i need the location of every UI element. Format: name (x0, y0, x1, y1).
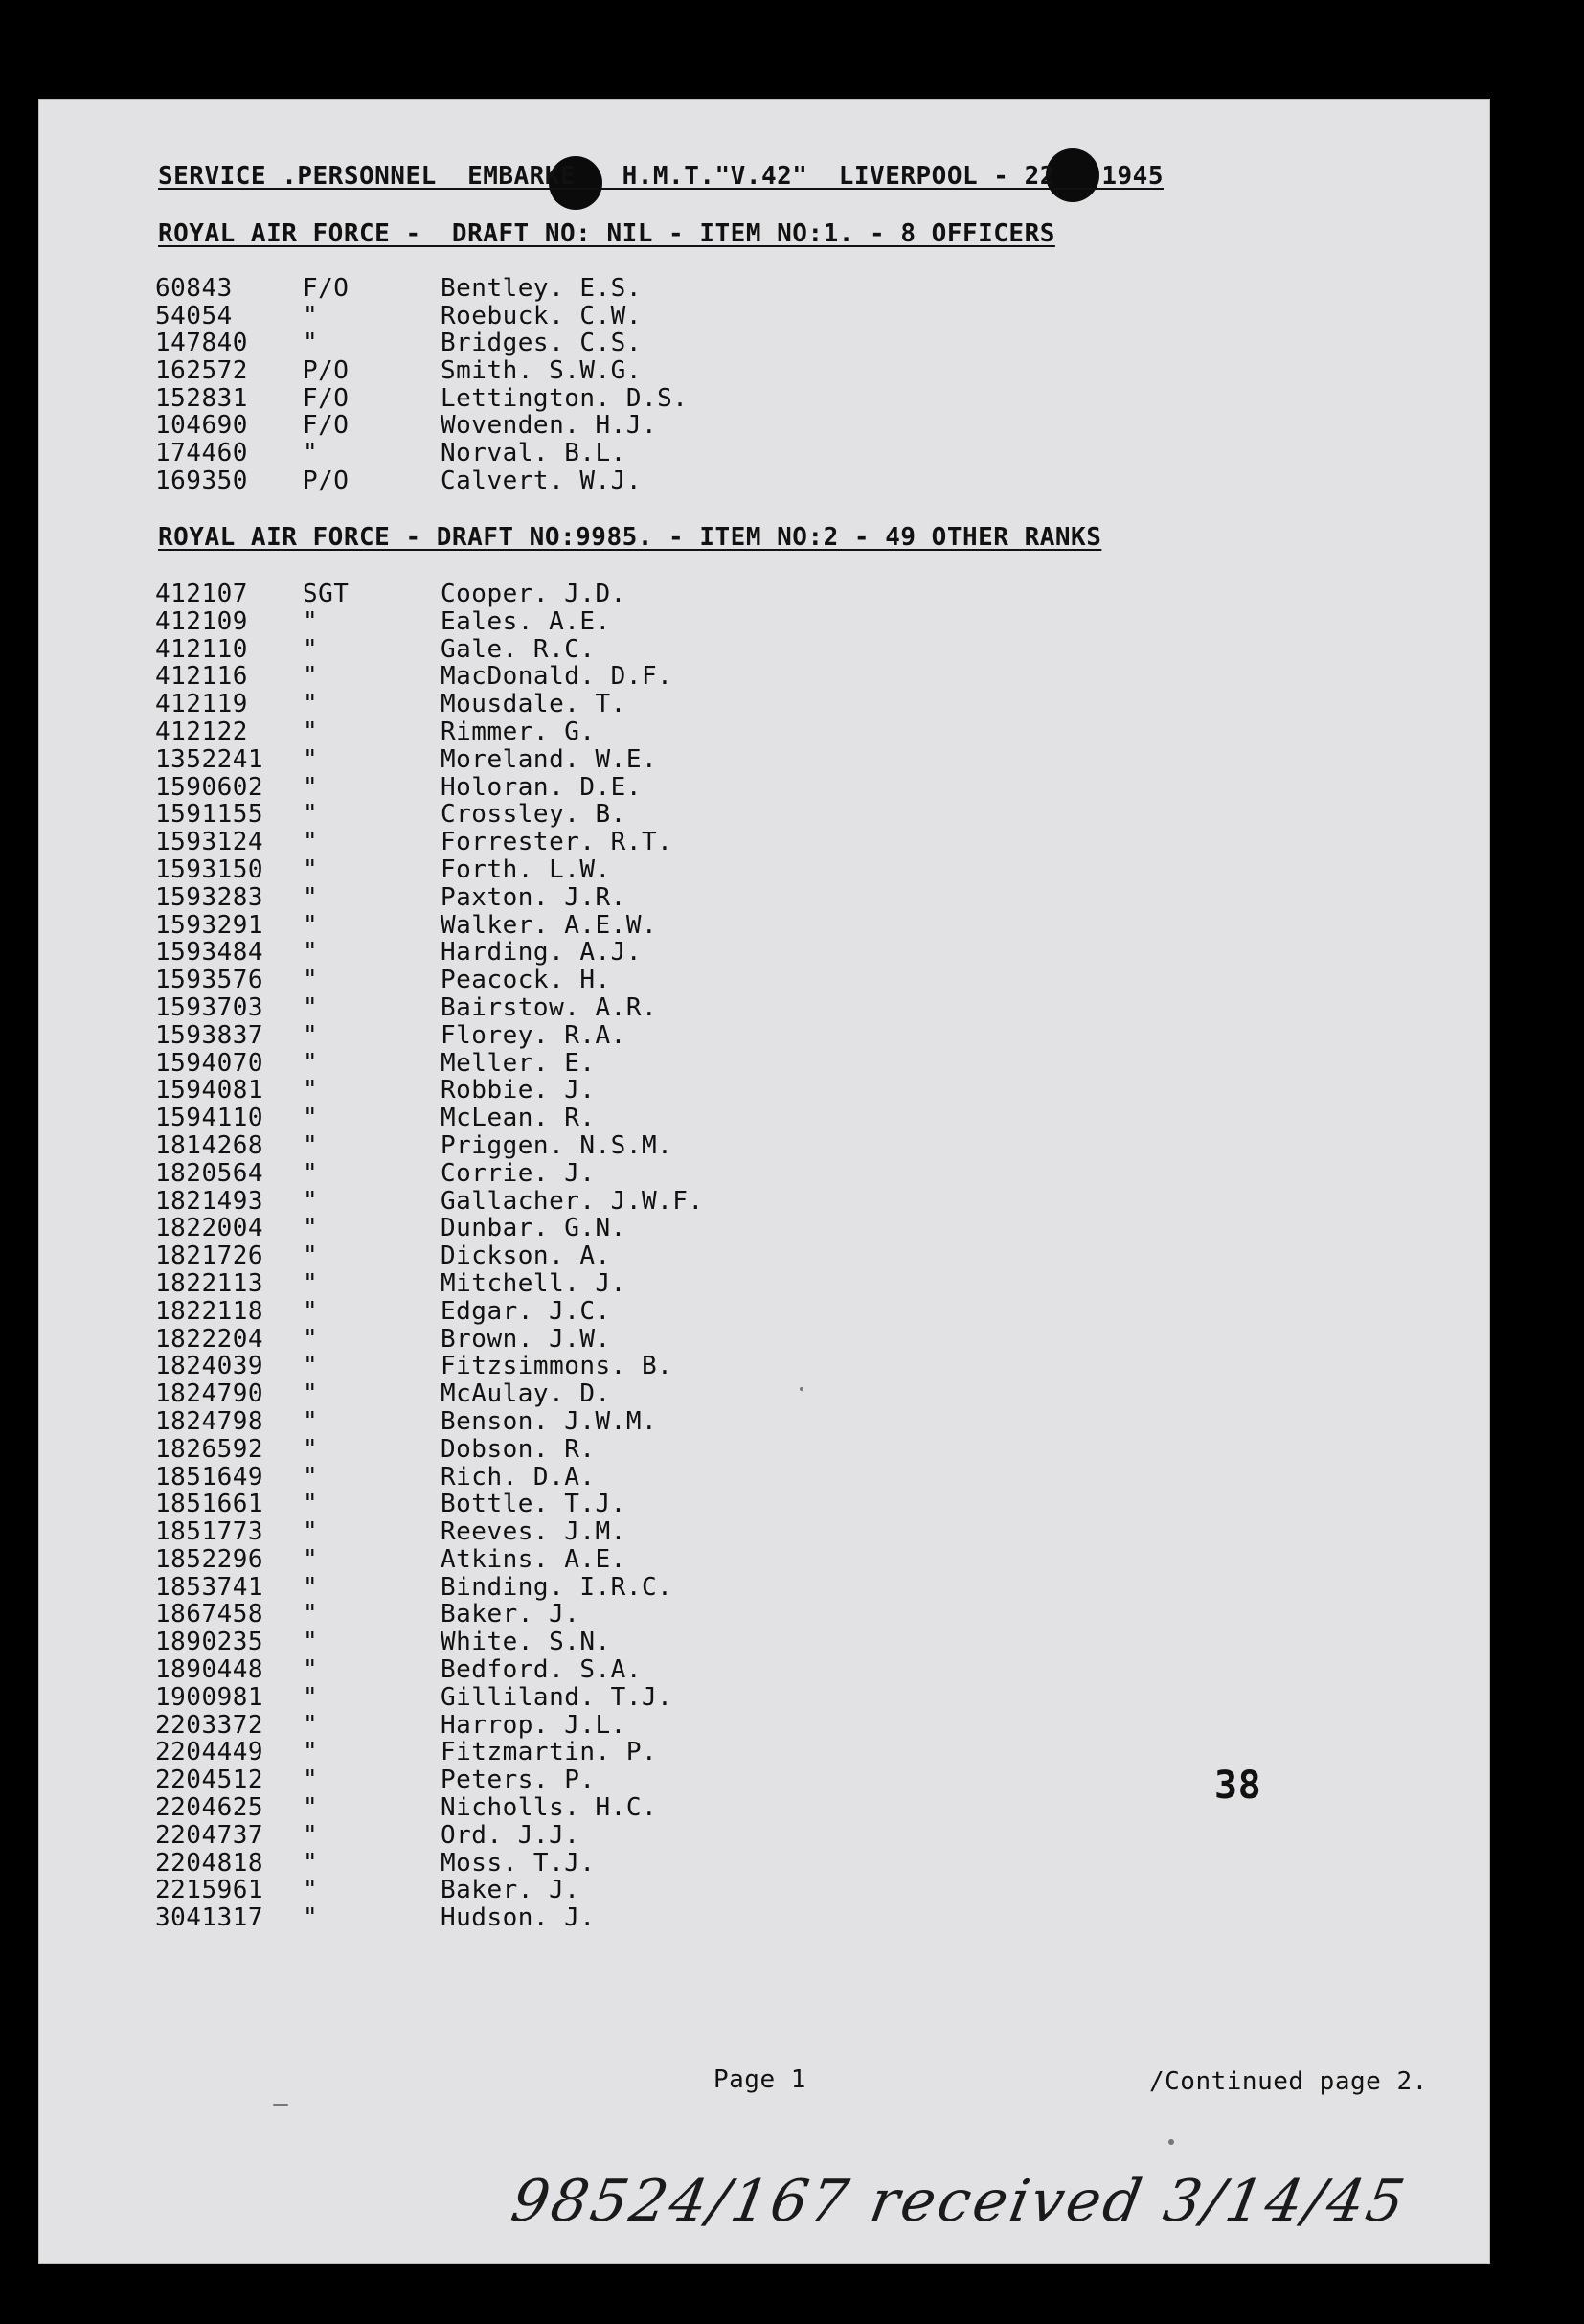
personnel-name: Forrester. R.T. (441, 828, 673, 857)
personnel-name: Binding. I.R.C. (441, 1572, 673, 1602)
personnel-name: Eales. A.E. (441, 606, 611, 636)
service-number: 2203372 (155, 1710, 264, 1740)
personnel-name: Bedford. S.A. (441, 1655, 642, 1685)
personnel-row (38, 966, 1490, 993)
rank: " (303, 1020, 319, 1050)
service-number: 54054 (155, 301, 233, 330)
personnel-name: Calvert. W.J. (441, 466, 642, 495)
personnel-row (38, 1517, 1490, 1545)
rank: " (303, 301, 319, 330)
personnel-row (38, 1628, 1490, 1655)
page-mark-number: 38 (1214, 1764, 1262, 1808)
service-number: 1853741 (155, 1572, 264, 1602)
personnel-name: Cooper. J.D. (441, 580, 626, 608)
rank: " (303, 1324, 319, 1354)
personnel-row (38, 635, 1490, 663)
rank: " (303, 1848, 319, 1878)
personnel-name: Holoran. D.E. (441, 772, 642, 802)
personnel-row (38, 274, 1490, 302)
personnel-name: Fitzsimmons. B. (441, 1352, 673, 1381)
personnel-name: Peacock. H. (441, 966, 611, 995)
rank: " (303, 439, 319, 468)
service-number: 1824798 (155, 1406, 264, 1436)
personnel-name: Edgar. J.C. (441, 1296, 611, 1326)
personnel-row (38, 993, 1490, 1021)
rank: " (303, 1655, 319, 1685)
personnel-row (38, 607, 1490, 635)
service-number: 2204818 (155, 1848, 264, 1878)
personnel-name: Benson. J.W.M. (441, 1406, 658, 1436)
personnel-name: Harrop. J.L. (441, 1710, 626, 1740)
rank: " (303, 882, 319, 912)
service-number: 1593703 (155, 992, 264, 1022)
rank: " (303, 744, 319, 774)
service-number: 1594081 (155, 1076, 264, 1105)
rank: " (303, 1628, 319, 1657)
personnel-row (38, 1214, 1490, 1242)
service-number: 1867458 (155, 1600, 264, 1629)
rank: " (303, 1104, 319, 1133)
rank: " (303, 966, 319, 995)
personnel-row (38, 883, 1490, 911)
service-number: 412116 (155, 662, 248, 692)
rank: " (303, 1296, 319, 1326)
rank: " (303, 828, 319, 857)
personnel-row (38, 718, 1490, 745)
rank: " (303, 1434, 319, 1464)
personnel-row (38, 911, 1490, 939)
personnel-row (38, 1793, 1490, 1821)
service-number: 1593283 (155, 882, 264, 912)
personnel-name: Corrie. J. (441, 1158, 596, 1188)
rank: " (303, 1268, 319, 1298)
personnel-row (38, 690, 1490, 718)
personnel-name: Norval. B.L. (441, 439, 626, 468)
service-number: 1593576 (155, 966, 264, 995)
personnel-name: Walker. A.E.W. (441, 910, 658, 940)
service-number: 1593291 (155, 910, 264, 940)
service-number: 2204512 (155, 1766, 264, 1795)
footer-page-number: Page 1 (713, 2065, 806, 2094)
service-number: 174460 (155, 439, 248, 468)
personnel-name: Moss. T.J. (441, 1848, 596, 1878)
rank: " (303, 1352, 319, 1381)
personnel-name: Smith. S.W.G. (441, 356, 642, 386)
rank: F/O (303, 411, 350, 441)
personnel-name: McAulay. D. (441, 1379, 611, 1409)
personnel-name: Crossley. B. (441, 800, 626, 830)
personnel-name: Brown. J.W. (441, 1324, 611, 1354)
ink-speck (273, 2104, 288, 2106)
rank: " (303, 1600, 319, 1629)
rank: " (303, 634, 319, 664)
personnel-name: Nicholls. H.C. (441, 1793, 658, 1823)
personnel-name: Fitzmartin. P. (441, 1738, 658, 1767)
officers-heading: ROYAL AIR FORCE - DRAFT NO: NIL - ITEM NO:1. - 8 OFFICERS (158, 219, 1055, 248)
personnel-name: Hudson. J. (441, 1903, 596, 1933)
other-ranks-list (38, 580, 1490, 1931)
rank: " (303, 772, 319, 802)
rank: " (303, 1738, 319, 1767)
document-title: SERVICE .PERSONNEL EMBARKE H.M.T."V.42" LIVERPOOL - 22 1945 (158, 162, 1164, 191)
personnel-row (38, 1242, 1490, 1269)
personnel-name: Baker. J. (441, 1600, 580, 1629)
service-number: 2215961 (155, 1876, 264, 1905)
personnel-row (38, 329, 1490, 356)
personnel-row (38, 745, 1490, 773)
service-number: 147840 (155, 329, 248, 358)
rank: " (303, 1242, 319, 1271)
service-number: 1821493 (155, 1186, 264, 1216)
service-number: 412107 (155, 580, 248, 608)
personnel-row (38, 1021, 1490, 1049)
rank: " (303, 800, 319, 830)
rank: " (303, 717, 319, 746)
personnel-name: Meller. E. (441, 1048, 596, 1078)
rank: " (303, 1793, 319, 1823)
other-ranks-heading: ROYAL AIR FORCE - DRAFT NO:9985. - ITEM NO:2 - 49 OTHER RANKS (158, 523, 1102, 552)
service-number: 412110 (155, 634, 248, 664)
personnel-row (38, 1849, 1490, 1877)
personnel-name: Priggen. N.S.M. (441, 1130, 673, 1160)
personnel-row (38, 1297, 1490, 1325)
personnel-row (38, 1655, 1490, 1683)
personnel-row (38, 467, 1490, 494)
service-number: 1824039 (155, 1352, 264, 1381)
personnel-name: Peters. P. (441, 1766, 596, 1795)
personnel-name: Atkins. A.E. (441, 1544, 626, 1574)
personnel-name: Wovenden. H.J. (441, 411, 658, 441)
rank: " (303, 1682, 319, 1712)
rank: " (303, 1903, 319, 1933)
rank: " (303, 854, 319, 884)
personnel-row (38, 662, 1490, 690)
personnel-name: McLean. R. (441, 1104, 596, 1133)
personnel-name: Moreland. W.E. (441, 744, 658, 774)
personnel-name: Lettington. D.S. (441, 383, 689, 413)
service-number: 1593837 (155, 1020, 264, 1050)
personnel-name: Mousdale. T. (441, 690, 626, 719)
ink-speck (800, 1387, 803, 1391)
service-number: 1820564 (155, 1158, 264, 1188)
service-number: 104690 (155, 411, 248, 441)
personnel-row (38, 1738, 1490, 1766)
personnel-name: Dickson. A. (441, 1242, 611, 1271)
rank: " (303, 1766, 319, 1795)
rank: " (303, 1130, 319, 1160)
rank: F/O (303, 383, 350, 413)
service-number: 2204737 (155, 1820, 264, 1850)
personnel-row (38, 773, 1490, 801)
personnel-row (38, 1076, 1490, 1104)
personnel-name: Rich. D.A. (441, 1462, 596, 1492)
service-number: 1826592 (155, 1434, 264, 1464)
rank: " (303, 1572, 319, 1602)
rank: " (303, 938, 319, 968)
rank: " (303, 992, 319, 1022)
service-number: 1814268 (155, 1130, 264, 1160)
rank: " (303, 662, 319, 692)
service-number: 1594110 (155, 1104, 264, 1133)
service-number: 412122 (155, 717, 248, 746)
personnel-name: Bairstow. A.R. (441, 992, 658, 1022)
service-number: 1822204 (155, 1324, 264, 1354)
rank: " (303, 1158, 319, 1188)
personnel-row (38, 1131, 1490, 1159)
rank: " (303, 606, 319, 636)
personnel-name: Bottle. T.J. (441, 1490, 626, 1519)
ink-speck (1168, 2139, 1174, 2145)
service-number: 412109 (155, 606, 248, 636)
rank: SGT (303, 580, 350, 608)
rank: " (303, 1517, 319, 1547)
rank: " (303, 1076, 319, 1105)
service-number: 152831 (155, 383, 248, 413)
personnel-name: Bentley. E.S. (441, 274, 642, 303)
rank: " (303, 1710, 319, 1740)
service-number: 1900981 (155, 1682, 264, 1712)
footer-continued: /Continued page 2. (1149, 2067, 1428, 2096)
document-page (38, 99, 1490, 2264)
rank: " (303, 1820, 319, 1850)
personnel-row (38, 1490, 1490, 1517)
personnel-row (38, 411, 1490, 439)
personnel-name: Rimmer. G. (441, 717, 596, 746)
personnel-row (38, 1821, 1490, 1849)
personnel-name: Florey. R.A. (441, 1020, 626, 1050)
rank: " (303, 1186, 319, 1216)
personnel-name: Forth. L.W. (441, 854, 611, 884)
service-number: 1822004 (155, 1214, 264, 1243)
rank: " (303, 1379, 319, 1409)
personnel-row (38, 1600, 1490, 1628)
personnel-name: Mitchell. J. (441, 1268, 626, 1298)
personnel-row (38, 302, 1490, 330)
service-number: 3041317 (155, 1903, 264, 1933)
personnel-name: Bridges. C.S. (441, 329, 642, 358)
personnel-row (38, 1187, 1490, 1215)
personnel-row (38, 1876, 1490, 1903)
personnel-name: Paxton. J.R. (441, 882, 626, 912)
personnel-row (38, 356, 1490, 384)
rank: P/O (303, 356, 350, 386)
rank: " (303, 1490, 319, 1519)
personnel-name: MacDonald. D.F. (441, 662, 673, 692)
personnel-row (38, 1683, 1490, 1711)
personnel-row (38, 1352, 1490, 1379)
service-number: 1822113 (155, 1268, 264, 1298)
personnel-row (38, 938, 1490, 966)
personnel-row (38, 580, 1490, 607)
service-number: 162572 (155, 356, 248, 386)
service-number: 1851649 (155, 1462, 264, 1492)
service-number: 1593150 (155, 854, 264, 884)
personnel-name: Reeves. J.M. (441, 1517, 626, 1547)
personnel-row (38, 828, 1490, 855)
service-number: 1890448 (155, 1655, 264, 1685)
rank: " (303, 1406, 319, 1436)
personnel-name: Ord. J.J. (441, 1820, 580, 1850)
personnel-name: Roebuck. C.W. (441, 301, 642, 330)
personnel-name: Dobson. R. (441, 1434, 596, 1464)
service-number: 1590602 (155, 772, 264, 802)
personnel-name: Gallacher. J.W.F. (441, 1186, 704, 1216)
rank: " (303, 1214, 319, 1243)
officers-list (38, 274, 1490, 494)
personnel-row (38, 1711, 1490, 1739)
service-number: 1890235 (155, 1628, 264, 1657)
service-number: 1821726 (155, 1242, 264, 1271)
service-number: 412119 (155, 690, 248, 719)
personnel-row (38, 439, 1490, 467)
service-number: 2204449 (155, 1738, 264, 1767)
personnel-row (38, 1049, 1490, 1077)
service-number: 1851661 (155, 1490, 264, 1519)
personnel-name: Baker. J. (441, 1876, 580, 1905)
rank: F/O (303, 274, 350, 303)
personnel-name: Gilliland. T.J. (441, 1682, 673, 1712)
rank: " (303, 910, 319, 940)
rank: " (303, 1462, 319, 1492)
service-number: 1593124 (155, 828, 264, 857)
personnel-row (38, 1269, 1490, 1297)
personnel-name: Dunbar. G.N. (441, 1214, 626, 1243)
service-number: 1593484 (155, 938, 264, 968)
personnel-row (38, 1463, 1490, 1491)
service-number: 60843 (155, 274, 233, 303)
personnel-row (38, 800, 1490, 828)
rank: " (303, 690, 319, 719)
service-number: 169350 (155, 466, 248, 495)
personnel-row (38, 1435, 1490, 1463)
personnel-row (38, 1573, 1490, 1601)
service-number: 1352241 (155, 744, 264, 774)
personnel-row (38, 1325, 1490, 1353)
personnel-row (38, 855, 1490, 883)
personnel-name: Gale. R.C. (441, 634, 596, 664)
personnel-row (38, 1903, 1490, 1931)
service-number: 1824790 (155, 1379, 264, 1409)
personnel-name: Robbie. J. (441, 1076, 596, 1105)
personnel-row (38, 384, 1490, 412)
service-number: 1591155 (155, 800, 264, 830)
service-number: 1594070 (155, 1048, 264, 1078)
rank: " (303, 1048, 319, 1078)
service-number: 2204625 (155, 1793, 264, 1823)
personnel-row (38, 1766, 1490, 1793)
service-number: 1851773 (155, 1517, 264, 1547)
handwritten-note: 98524/167 received 3/14/45 (506, 2168, 1413, 2235)
service-number: 1852296 (155, 1544, 264, 1574)
personnel-name: White. S.N. (441, 1628, 611, 1657)
personnel-row (38, 1159, 1490, 1187)
personnel-row (38, 1379, 1490, 1407)
personnel-row (38, 1104, 1490, 1131)
personnel-row (38, 1407, 1490, 1435)
service-number: 1822118 (155, 1296, 264, 1326)
rank: P/O (303, 466, 350, 495)
rank: " (303, 1544, 319, 1574)
personnel-row (38, 1545, 1490, 1573)
rank: " (303, 1876, 319, 1905)
personnel-name: Harding. A.J. (441, 938, 642, 968)
rank: " (303, 329, 319, 358)
